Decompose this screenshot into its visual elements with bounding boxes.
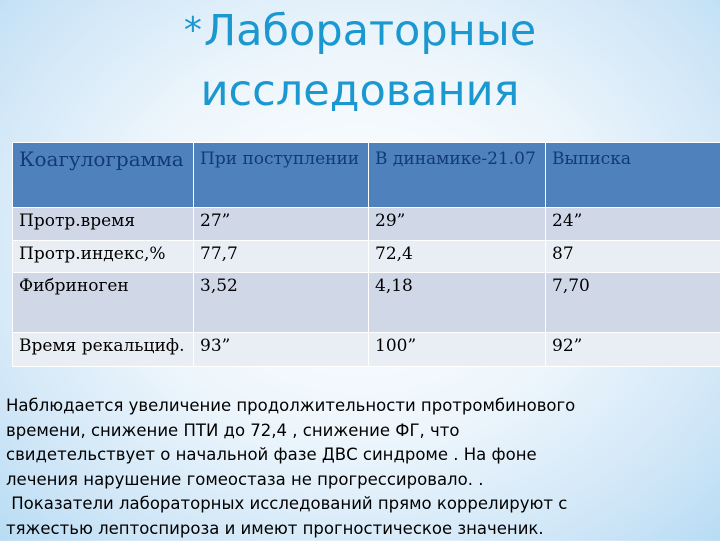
table-header-row [13,143,720,208]
table-cell: 77,7 [194,241,369,273]
header-admission: При поступлении [194,143,369,208]
table-cell: 3,52 [194,273,369,333]
title-line-1: Лабораторные [204,6,536,56]
summary-line: лечения нарушение гомеостаза не прогрессировало. . [6,468,716,493]
table-cell: 92” [546,333,720,367]
summary-line: времени, снижение ПТИ до 72,4 , снижение ФГ, что [6,419,716,444]
summary-line: Наблюдается увеличение продолжительности протромбинового [6,394,716,419]
table-cell: 7,70 [546,273,720,333]
table-cell: 4,18 [369,273,546,333]
table-cell: 93” [194,333,369,367]
summary-line: свидетельствует о начальной фазе ДВС синдроме . На фоне [6,443,716,468]
table-cell: 100” [369,333,546,367]
summary-line: Показатели лабораторных исследований прямо коррелируют с [6,492,716,517]
row-label: Протр.индекс,% [13,241,194,273]
summary-text [6,394,716,541]
table-cell: 87 [546,241,720,273]
title-line-2: исследования [0,66,720,116]
table-cell: 72,4 [369,241,546,273]
title-bullet: * [184,10,202,51]
table-row [13,333,720,367]
header-dynamics: В динамике-21.07 [369,143,546,208]
table-cell: 24” [546,208,720,241]
table-row [13,208,720,241]
table-row [13,273,720,333]
row-label: Протр.время [13,208,194,241]
summary-line: тяжестью лептоспироза и имеют прогностическое значеник. [6,517,716,541]
header-discharge: Выписка [546,143,720,208]
row-label: Время рекальциф. [13,333,194,367]
row-label: Фибриноген [13,273,194,333]
header-coagulogram: Коагулограмма [13,143,194,208]
coagulogram-table [12,142,720,367]
table-row [13,241,720,273]
table-cell: 27” [194,208,369,241]
table-cell: 29” [369,208,546,241]
